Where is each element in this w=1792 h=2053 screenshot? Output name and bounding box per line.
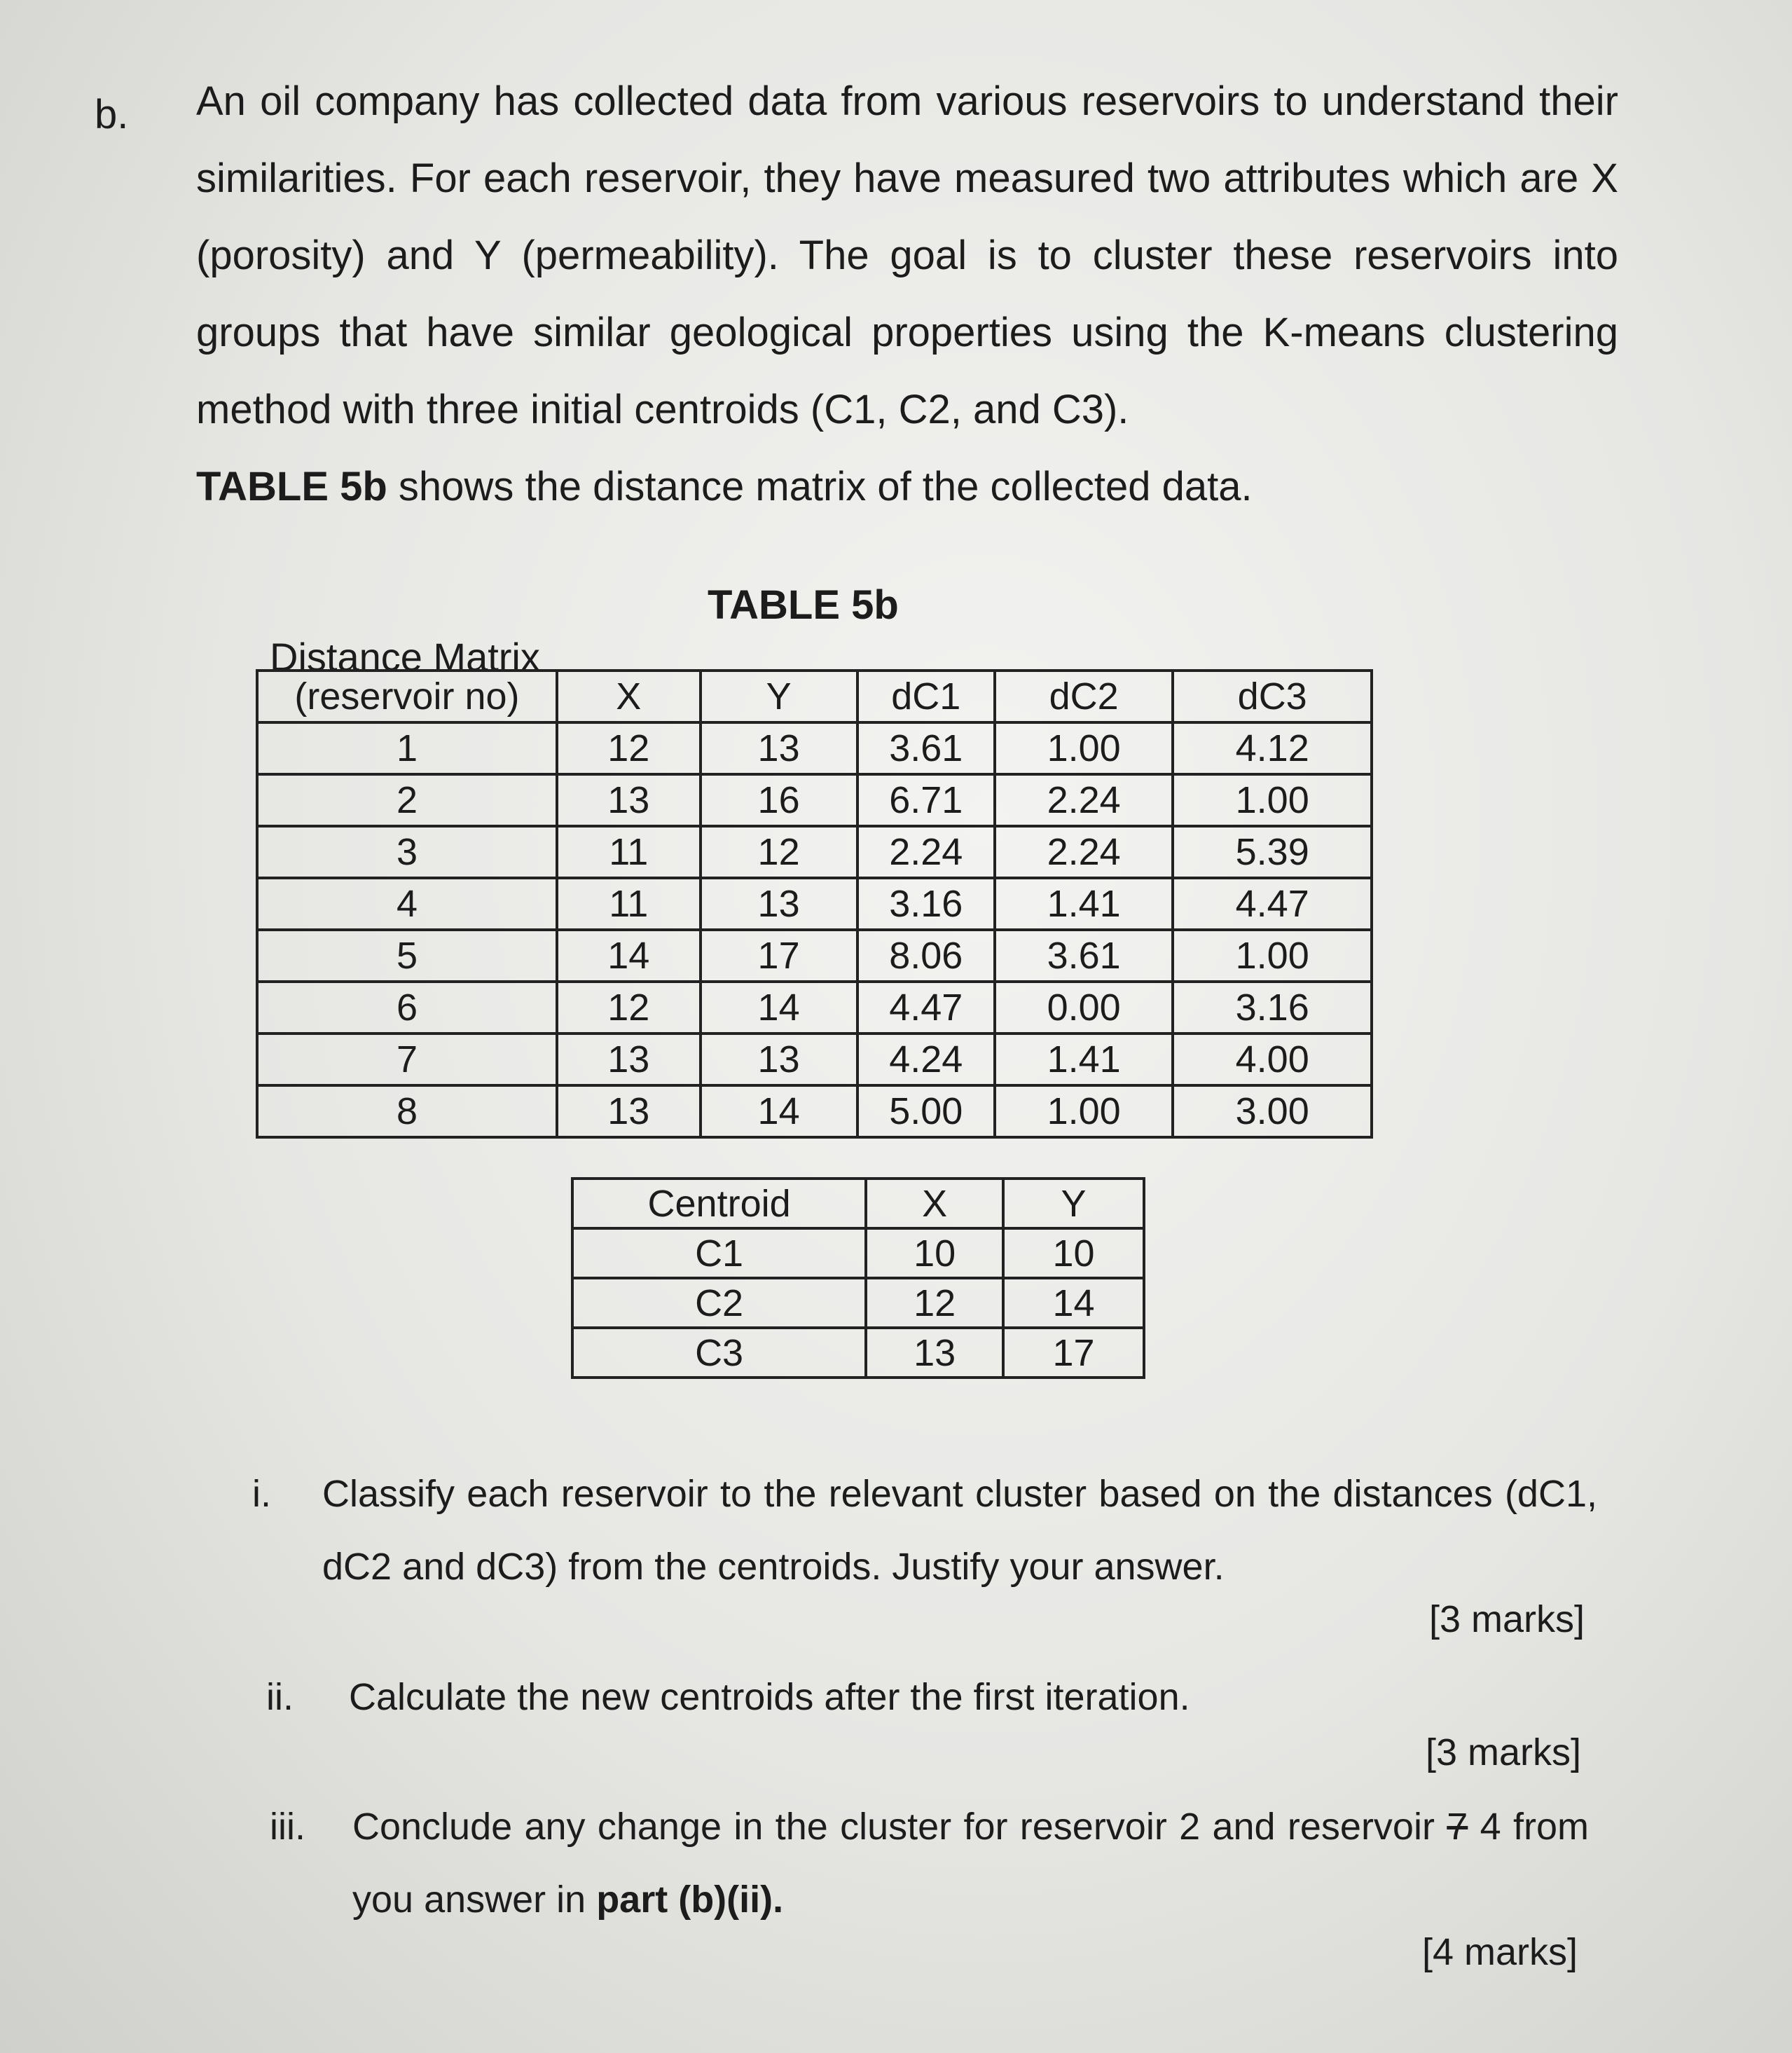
table-cell: 0.00 xyxy=(995,982,1173,1034)
table-cell: 11 xyxy=(557,878,701,930)
table-cell: 13 xyxy=(701,722,857,774)
table-cell: 3.16 xyxy=(1173,982,1372,1034)
table-reference-text: shows the distance matrix of the collected data. xyxy=(387,464,1253,509)
table-row xyxy=(257,1085,1372,1137)
table-cell: 14 xyxy=(701,982,857,1034)
table-reference: TABLE 5b xyxy=(196,464,387,509)
table-cell: 1.41 xyxy=(995,878,1173,930)
table-cell: 1.00 xyxy=(1173,774,1372,826)
table-cell: 5.00 xyxy=(857,1085,995,1137)
table-cell: 1.00 xyxy=(995,1085,1173,1137)
subquestion-number: ii. xyxy=(266,1676,294,1718)
table-cell: 8.06 xyxy=(857,930,995,982)
subquestion-text xyxy=(352,1790,1589,1936)
table-cell: 2.24 xyxy=(857,826,995,878)
table-cell: 1.00 xyxy=(995,722,1173,774)
table-cell: 12 xyxy=(866,1278,1003,1328)
header-x: X xyxy=(557,671,701,722)
header-dc3: dC3 xyxy=(1173,671,1372,722)
header-x: X xyxy=(866,1179,1003,1228)
table-cell: 4.24 xyxy=(857,1034,995,1085)
table-cell: 14 xyxy=(557,930,701,982)
header-dc2: dC2 xyxy=(995,671,1173,722)
table-row xyxy=(257,826,1372,878)
table-cell: 4.47 xyxy=(857,982,995,1034)
table-cell: 6.71 xyxy=(857,774,995,826)
table-cell: C2 xyxy=(572,1278,866,1328)
marks-label: [3 marks] xyxy=(1429,1598,1585,1640)
table-row xyxy=(257,1034,1372,1085)
table-cell: 3.61 xyxy=(857,722,995,774)
table-cell: 13 xyxy=(557,1034,701,1085)
subquestion-text: Classify each reservoir to the relevant cluster based on the distances (dC1, dC2 and dC3) from the centroids. Justify your answer. xyxy=(322,1473,1597,1588)
table-cell: 1.41 xyxy=(995,1034,1173,1085)
header-reservoir: (reservoir no) xyxy=(257,671,557,722)
table-cell: 10 xyxy=(1003,1228,1144,1278)
table-cell: 1 xyxy=(257,722,557,774)
table-cell: 4.00 xyxy=(1173,1034,1372,1085)
marks-label: [3 marks] xyxy=(1426,1731,1582,1773)
table-cell: 12 xyxy=(557,722,701,774)
table-cell: 3.61 xyxy=(995,930,1173,982)
table-cell: C3 xyxy=(572,1328,866,1378)
table-cell: 10 xyxy=(866,1228,1003,1278)
table-cell: 2.24 xyxy=(995,774,1173,826)
table-cell: 3 xyxy=(257,826,557,878)
table-row xyxy=(572,1278,1144,1328)
question-label: b. xyxy=(95,92,129,137)
table-cell: 7 xyxy=(257,1034,557,1085)
question-intro xyxy=(196,63,1618,526)
table-row xyxy=(257,982,1372,1034)
struck-out-digit: 7 xyxy=(1447,1806,1468,1848)
distance-matrix-table xyxy=(256,669,1373,1139)
table-cell: 5 xyxy=(257,930,557,982)
subquestion-text-part2: 4 from you answer in xyxy=(352,1806,1589,1921)
header-centroid: Centroid xyxy=(572,1179,866,1228)
table-cell: 5.39 xyxy=(1173,826,1372,878)
table-cell: C1 xyxy=(572,1228,866,1278)
intro-text: An oil company has collected data from various reservoirs to understand their similarities. For each reservoir, they have measured two attributes which are X (porosity) and Y (permeability). The goal is to cluster these reservoirs into groups that have similar geological properties using the K-means clustering method with three initial centroids (C1, C2, and C3). xyxy=(196,78,1618,432)
centroid-header-row xyxy=(572,1179,1144,1228)
table-cell: 3.16 xyxy=(857,878,995,930)
table-row xyxy=(257,878,1372,930)
table-cell: 14 xyxy=(1003,1278,1144,1328)
table-row xyxy=(572,1328,1144,1378)
table-cell: 13 xyxy=(701,1034,857,1085)
subquestion-number: i. xyxy=(252,1473,271,1515)
subquestion-text: Calculate the new centroids after the first iteration. xyxy=(349,1676,1190,1718)
table-cell: 3.00 xyxy=(1173,1085,1372,1137)
table-cell: 13 xyxy=(557,1085,701,1137)
table-cell: 2.24 xyxy=(995,826,1173,878)
marks-label: [4 marks] xyxy=(1422,1931,1578,1973)
table-cell: 8 xyxy=(257,1085,557,1137)
table-cell: 6 xyxy=(257,982,557,1034)
table-cell: 12 xyxy=(701,826,857,878)
table-cell: 4.47 xyxy=(1173,878,1372,930)
table-cell: 17 xyxy=(701,930,857,982)
table-cell: 4.12 xyxy=(1173,722,1372,774)
table-header-row xyxy=(257,671,1372,722)
table-row xyxy=(572,1228,1144,1278)
header-y: Y xyxy=(1003,1179,1144,1228)
table-row xyxy=(257,930,1372,982)
table-cell: 4 xyxy=(257,878,557,930)
table-row xyxy=(257,722,1372,774)
subquestion-text-part1: Conclude any change in the cluster for reservoir 2 and reservoir xyxy=(352,1806,1447,1848)
subquestion-number: iii. xyxy=(270,1806,305,1848)
table-cell: 2 xyxy=(257,774,557,826)
header-y: Y xyxy=(701,671,857,722)
distance-matrix-caption: Distance Matrix xyxy=(270,635,540,679)
part-reference: part (b)(ii). xyxy=(596,1879,784,1921)
header-dc1: dC1 xyxy=(857,671,995,722)
table-cell: 1.00 xyxy=(1173,930,1372,982)
table-cell: 13 xyxy=(557,774,701,826)
table-cell: 14 xyxy=(701,1085,857,1137)
table-cell: 13 xyxy=(701,878,857,930)
table-row xyxy=(257,774,1372,826)
table-cell: 11 xyxy=(557,826,701,878)
table-cell: 12 xyxy=(557,982,701,1034)
table-cell: 16 xyxy=(701,774,857,826)
table-title: TABLE 5b xyxy=(708,582,899,628)
table-cell: 17 xyxy=(1003,1328,1144,1378)
centroid-table xyxy=(571,1177,1145,1379)
table-cell: 13 xyxy=(866,1328,1003,1378)
